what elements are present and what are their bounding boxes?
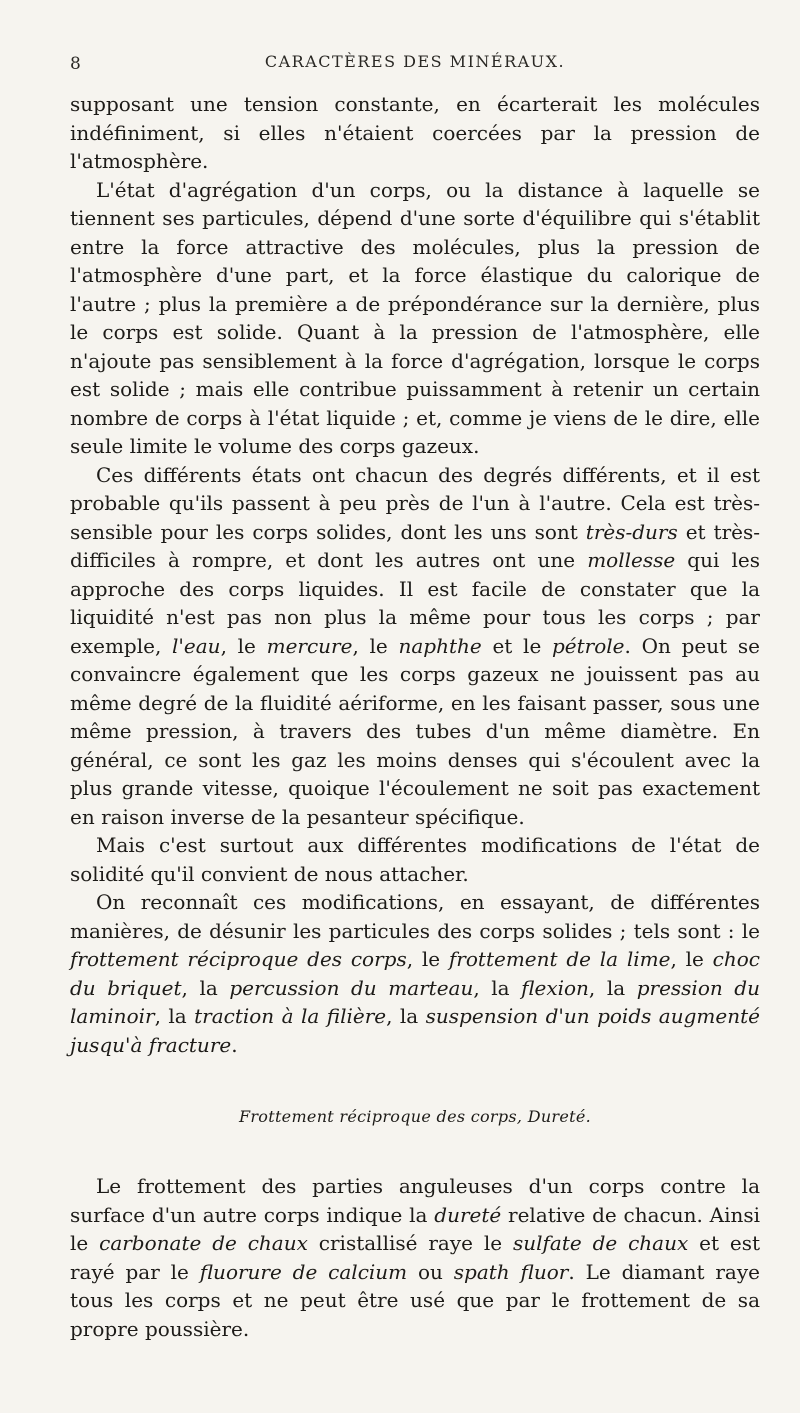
paragraph-6-text: . Le diamant raye tous les corps et ne peut être usé que par le frottement de sa propre poussière. (70, 1259, 760, 1341)
running-head: CARACTÈRES DES MINÉRAUX. (264, 52, 566, 71)
paragraph-3-text: . On peut se convaincre également que les corps gazeux ne jouissent pas au même degré de la fluidité aériforme, en les faisant passer, sous une même pression, à travers des tubes d'un même diamètre. En général, ce sont les gaz les moins denses qui s'écoulent avec la plus grande vitesse, quoique l'écoulement ne soit pas exactement en raison inverse de la pesanteur spécifique. (70, 633, 760, 829)
section-title: Frottement réciproque des corps, Dureté. (238, 1107, 592, 1126)
italic-term: l'eau (172, 633, 221, 658)
italic-term: suspension d'un poids augmenté jusqu'à fracture (70, 1004, 760, 1057)
paragraph-3-text: et très-difficiles à rompre, et dont les autres ont une (70, 519, 761, 572)
italic-term: frottement de la lime (448, 947, 671, 971)
body-text (70, 90, 760, 1343)
paragraph-5-text: , la (588, 975, 637, 1000)
paragraph-1-text: supposant une tension constante, en écarterait les molécules indéfiniment, si elles n'étaient coercées par la pression de l'atmosphère. (70, 92, 760, 173)
paragraph-2-text: L'état d'agrégation d'un corps, ou la distance à laquelle se tiennent ses particules, dépend d'une sorte d'équilibre qui s'établit entre la force attractive des molécules, plus la pression de l'atmosphère d'une part, et la force élastique du calorique de l'autre ; plus la première a de prépondérance sur la dernière, plus le corps est solide. Quant à la pression de l'atmosphère, elle n'ajoute pas sensiblement à la force d'agrégation, lorsque le corps est solide ; mais elle contribue puissamment à retenir un certain nombre de corps à l'état liquide ; et, comme je viens de le dire, elle seule limite le volume des corps gazeux. (70, 177, 760, 458)
paragraph-5 (70, 888, 760, 1059)
paragraph-6-text: et est rayé par le (70, 1231, 761, 1284)
paragraph-6 (70, 1172, 760, 1343)
paragraph-5-text: , la (386, 1004, 426, 1028)
italic-term: naphthe (398, 633, 482, 658)
paragraph-2 (70, 176, 760, 461)
italic-term: spath fluor (453, 1259, 569, 1284)
paragraph-6-text: relative de chacun. Ainsi le (70, 1202, 761, 1255)
paragraph-3-text: et le (481, 633, 552, 658)
italic-term: fluorure de calcium (199, 1259, 408, 1284)
italic-term: flexion (521, 975, 589, 1000)
paragraph-5-text: , la (181, 975, 230, 1000)
italic-term: mollesse (587, 548, 676, 572)
paragraph-5-text: On reconnaît ces modifications, en essayant, de différentes manières, de désunir les particules des corps solides ; tels sont : le (70, 890, 760, 943)
paragraph-3-text: Ces différents états ont chacun des degrés différents, et il est probable qu'ils passent à peu près de l'un à l'autre. Cela est très-sensible pour les corps solides, dont les uns sont (70, 462, 760, 544)
page-number: 8 (70, 54, 83, 74)
paragraph-3-text: , le (220, 633, 267, 658)
paragraph-6-text: Le frottement des parties anguleuses d'un corps contre la surface d'un autre corps indique la (70, 1174, 760, 1227)
page-header (70, 52, 760, 86)
paragraph-4 (70, 831, 760, 888)
italic-term: carbonate de chaux (99, 1231, 308, 1255)
italic-term: frottement réciproque des corps (70, 947, 407, 971)
paragraph-5-text: . (231, 1032, 238, 1057)
italic-term: pétrole (552, 633, 625, 658)
italic-term: mercure (266, 633, 353, 658)
italic-term: choc du briquet (70, 947, 760, 1000)
italic-term: pression du laminoir (70, 975, 760, 1028)
italic-term: sulfate de chaux (512, 1231, 689, 1255)
italic-term: percussion du marteau (229, 975, 474, 1000)
paragraph-4-text: Mais c'est surtout aux différentes modifications de l'état de solidité qu'il convient de nous attacher. (70, 833, 760, 886)
paragraph-1 (70, 90, 760, 176)
italic-term: très-durs (585, 519, 678, 544)
italic-term: dureté (434, 1202, 502, 1227)
paragraph-3 (70, 461, 760, 832)
paragraph-5-text: , le (670, 947, 713, 971)
italic-term: traction à la filière (194, 1004, 387, 1028)
paragraph-3-text: , le (352, 633, 399, 658)
paragraph-6-text: cristallisé raye le (307, 1231, 513, 1255)
paragraph-5-text: , la (473, 975, 522, 1000)
book-page (70, 52, 760, 1343)
paragraph-3-text: qui les approche des corps liquides. Il est facile de constater que la liquidité n'est pas non plus la même pour tous les corps ; par exemple, (70, 548, 760, 658)
paragraph-5-text: , le (406, 947, 449, 971)
paragraph-5-text: , la (154, 1004, 195, 1028)
paragraph-6-text: ou (407, 1259, 454, 1284)
